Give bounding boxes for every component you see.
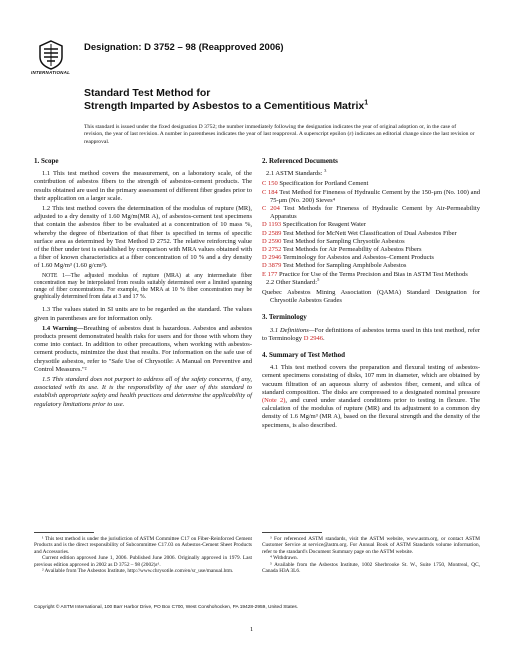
reference-list [262, 180, 480, 278]
reference-item[interactable] [262, 180, 480, 188]
scope-heading: 1. Scope [34, 157, 59, 165]
reference-title: Test Method for Sampling Amphibole Asbestos [282, 262, 407, 270]
astm-standards-label [262, 170, 480, 178]
reference-title: Specification for Portland Cement [279, 180, 369, 188]
warning-text: Breathing of asbestos dust is hazardous. Asbestos and asbestos products present demonstrated health risks for users and for those with whom they come into contact. In addition to other precautions, when working with asbestos-cement products, minimize the dust that results. For information on the safe use of chrysotile asbestos, refer to "Safe Use of Chrysotile: A Manual on Preventive and Control Measures."² [34, 324, 252, 373]
definitions-label: 3.1 Definitions— [270, 326, 315, 334]
reference-code[interactable]: D 2752 [262, 246, 282, 254]
reference-title: Test Method for McNett Wet Classification of Dual Asbestos Fiber [282, 229, 457, 237]
reference-item[interactable] [262, 230, 480, 238]
terminology-3-1 [262, 327, 480, 343]
reference-title: Test Method for Fineness of Hydraulic Cement by the 150-μm (No. 100) and 75-μm (No. 200) Sieves⁴ [270, 188, 480, 204]
reference-code[interactable]: D 1193 [262, 221, 282, 229]
reference-title: Specification for Reagent Water [282, 221, 366, 229]
reference-code[interactable]: E 177 [262, 270, 278, 278]
issued-note: This standard is issued under the fixed designation D 3752; the number immediately following the designation indicates the year of original adoption or, in the case of revision, the year of last revision. A number in parentheses indicates the year of last reapproval. A superscript epsilon (ε) indicates an editorial change since the last revision or reapproval. [84, 124, 475, 145]
designation: Designation: D 3752 – 98 (Reapproved 2006) [84, 42, 284, 53]
footnote-5: ⁵ Available from the Asbestos Institute, 1002 Sherbrooke St. W., Suite 1750, Montreal, QC, Canada H3A 3L6. [262, 561, 480, 575]
quebec-standard: Quebec Asbestos Mining Association (QAMA) Standard Designation for Chrysotile Asbestos Grades [262, 289, 480, 305]
copyright-line: Copyright © ASTM International, 100 Barr Harbor Drive, PO Box C700, West Conshohocken, PA 19428-2959, United States. [34, 605, 299, 610]
reference-code[interactable]: D 2946 [262, 254, 282, 262]
summary-text-b: , and cured under standard conditions prior to testing in flexure. The calculation of the modulus of rupture (MR) and its adjustment to a common dry density of 1.6 Mg/m³ (MR A), based on the flexural strength and the density of the specimens, is also described. [262, 397, 480, 429]
page-number: 1 [250, 626, 254, 633]
reference-item[interactable] [262, 246, 480, 254]
terminology-link[interactable]: D 2946 [303, 334, 324, 342]
astm-footnote-mark: 3 [324, 168, 327, 174]
other-standard-label [262, 276, 480, 287]
astm-logo-icon [38, 40, 64, 70]
other-footnote-mark: 5 [317, 276, 320, 282]
footnote-3: ³ For referenced ASTM standards, visit the ASTM website, www.astm.org, or contact ASTM Customer Service at service@astm.org. For Annual Book of ASTM Standards volume information, refer to the standard's Document Summary page on the ASTM website. [262, 536, 480, 555]
summary-heading: 4. Summary of Test Method [262, 351, 346, 360]
scope-1-5: 1.5 This standard does not purport to address all of the safety concerns, if any, associated with its use. It is the responsibility of the user of this standard to establish appropriate safety and health practices and determine the applicability of regulatory limitations prior to use. [34, 376, 252, 408]
title-line-1: Standard Test Method for [84, 87, 211, 99]
reference-title: Practice for Use of the Terms Precision and Bias in ASTM Test Methods [278, 270, 468, 278]
logo-caption: INTERNATIONAL [31, 70, 71, 75]
reference-title: Test Methods for Air Permeability of Asbestos Fibers [282, 246, 422, 254]
scope-1-4 [34, 325, 252, 374]
definitions-end: . [323, 334, 325, 342]
note-2-link[interactable]: (Note 2) [262, 397, 286, 405]
reference-code[interactable]: D 3879 [262, 262, 282, 270]
reference-item[interactable] [262, 189, 480, 205]
footnote-divider-left [34, 532, 94, 533]
reference-code[interactable]: C 204 [262, 205, 280, 213]
scope-1-3: 1.3 The values stated in SI units are to be regarded as the standard. The values given in parentheses are for information only. [34, 306, 252, 322]
footnote-1: ¹ This test method is under the jurisdiction of ASTM Committee C17 on Fiber-Reinforced Cement Products and is the direct responsibility of Subcommittee C17.03 on Asbestos-Cement Sheet Products and Accessories. [34, 536, 252, 555]
footnote-1-edition: Current edition approved June 1, 2006. Published June 2006. Originally approved in 1979. Last previous edition approved in 2002 as D 3752 – 98 (2002)ε¹. [34, 555, 252, 568]
footnotes-right [262, 536, 480, 574]
reference-code[interactable]: C 150 [262, 180, 278, 188]
footnote-2: ² Available from The Asbestos Institute, http://www.chrysotile.com/en/sr_use/manual.htm. [42, 568, 234, 575]
astm-label-text: 2.1 ASTM Standards: [266, 170, 323, 178]
reference-item[interactable] [262, 221, 480, 229]
reference-code[interactable]: D 2590 [262, 237, 282, 245]
scope-1-1: 1.1 This test method covers the measurement, on a laboratory scale, of the contribution of asbestos fibers to the strength of asbestos-cement products. The results obtained are used in the primary assessment of different fiber grades prior to their application on a larger scale. [34, 170, 252, 202]
references-heading: 2. Referenced Documents [262, 157, 338, 165]
other-label-text: 2.2 Other Standard: [266, 278, 318, 286]
reference-item[interactable] [262, 254, 480, 262]
left-column [34, 157, 252, 411]
reference-title: Terminology for Asbestos and Asbestos–Cement Products [282, 254, 434, 262]
title-line-2 [84, 100, 368, 112]
title-footnote-mark: 1 [364, 99, 369, 107]
title-text: Strength Imparted by Asbestos to a Cementitious Matrix [84, 100, 365, 112]
definitions-text: For definitions of asbestos terms used in this test method, refer to Terminology [262, 326, 480, 342]
footnote-4: ⁴ Withdrawn. [270, 555, 299, 562]
reference-code[interactable]: D 2589 [262, 229, 282, 237]
summary-4-1 [262, 364, 480, 430]
reference-title: Test Methods for Fineness of Hydraulic Cement by Air-Permeability Apparatus [270, 205, 480, 221]
reference-title: Test Method for Sampling Chrysotile Asbestos [282, 237, 405, 245]
summary-text-a: 4.1 This test method covers the preparation and flexural testing of asbestos-cement specimens consisting of disks, 107 mm in diameter, which are obtained by vacuum filtration of an aqueous slurry of asbestos fiber, cement, and silica of standard composition. The disks are compressed to a designated nominal pressure [262, 364, 480, 396]
footnotes-left [34, 536, 252, 574]
warning-label: 1.4 Warning— [42, 324, 84, 332]
reference-code[interactable]: C 184 [262, 188, 278, 196]
note-1: NOTE 1—The adjusted modulus of rupture (MRA) at any intermediate fiber concentration may be interpolated from results suitably determined over a limited spanning range of fiber concentrations. For example, the MRA at 10 % fiber concentration may be graphically determined from data at 3 and 17 %. [34, 272, 252, 301]
scope-1-2: 1.2 This test method covers the determination of the modulus of rupture (MR), adjusted to a dry density of 1.60 Mg/m(MR A), of asbestos-cement test specimens that contain the asbestos fiber to be evaluated at a concentration of 10 mass %, whereby the degree of fiberization of that fiber is specified in terms of specific surface area as determined by Test Method D 2752. The relative reinforcing value of the fiber under test is established by comparison with MRA values obtained with a fiber of known characteristics at a fiber concentration of 10 % and a dry density of 1.60 Mg/m³ (1.60 g/cm³). [34, 205, 252, 270]
right-column [262, 157, 480, 432]
terminology-heading: 3. Terminology [262, 313, 307, 322]
reference-item[interactable] [262, 205, 480, 221]
reference-item[interactable] [262, 238, 480, 246]
reference-item[interactable] [262, 271, 480, 279]
footnote-divider-right [262, 532, 322, 533]
reference-item[interactable] [262, 262, 480, 270]
